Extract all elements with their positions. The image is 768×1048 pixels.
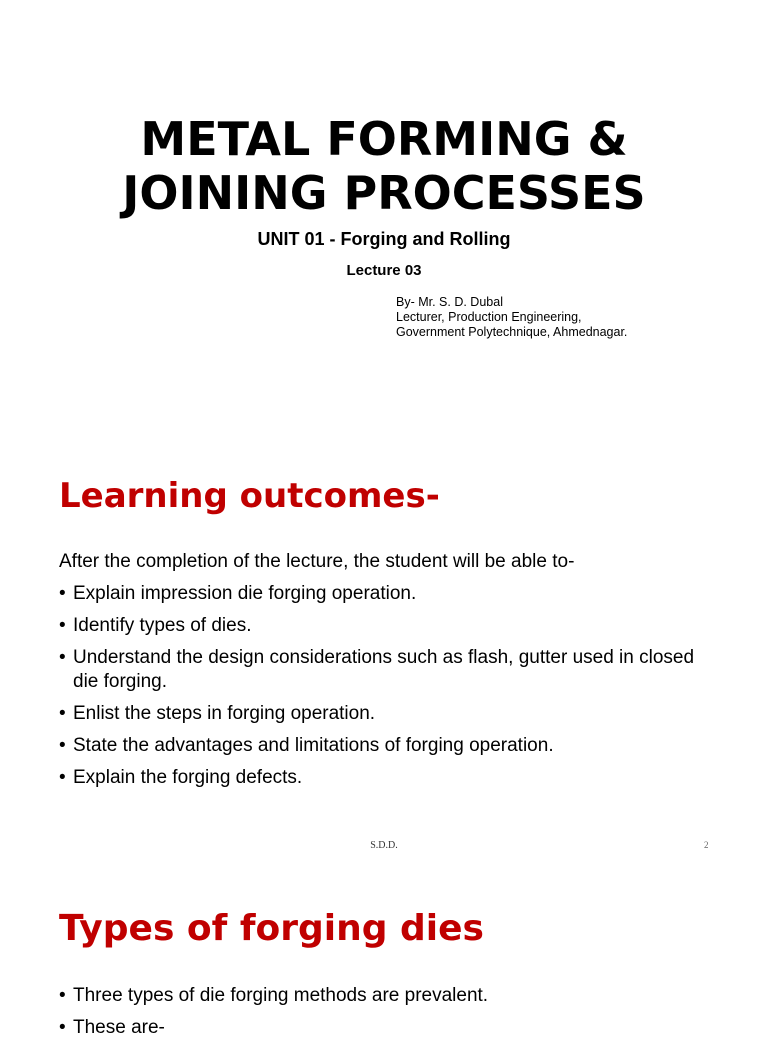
- list-item: • Explain the forging defects.: [59, 766, 709, 790]
- lecture-number: Lecture 03: [346, 262, 422, 279]
- intro-text: After the completion of the lecture, the student will be able to-: [59, 551, 575, 572]
- author-name: By- Mr. S. D. Dubal: [396, 295, 503, 309]
- author-institution: Government Polytechnique, Ahmednagar.: [396, 325, 628, 339]
- title-line-1: METAL FORMING &: [140, 112, 628, 166]
- author-position: Lecturer, Production Engineering,: [396, 310, 582, 324]
- author-block: [396, 295, 627, 340]
- title-line-2: JOINING PROCESSES: [122, 166, 646, 220]
- list-item: • Explain impression die forging operation.: [59, 582, 709, 606]
- page-number: 2: [704, 840, 709, 850]
- list-item: • These are-: [59, 1016, 709, 1040]
- list-item: • Understand the design considerations such as flash, gutter used in closed die forging.: [59, 646, 709, 694]
- dies-list: [59, 984, 709, 1048]
- title-slide: [0, 0, 768, 440]
- presentation-title: [0, 112, 768, 220]
- list-item: • Enlist the steps in forging operation.: [59, 702, 709, 726]
- list-item: • State the advantages and limitations of forging operation.: [59, 734, 709, 758]
- learning-outcomes-slide: [0, 440, 768, 870]
- slide-heading: Learning outcomes-: [59, 476, 440, 516]
- unit-subtitle: UNIT 01 - Forging and Rolling: [257, 229, 511, 249]
- outcomes-list: [59, 582, 709, 798]
- slide-heading: Types of forging dies: [59, 908, 484, 949]
- forging-dies-slide: [0, 870, 768, 1038]
- slide-footer: S.D.D.: [370, 840, 398, 851]
- list-item: • Three types of die forging methods are prevalent.: [59, 984, 709, 1008]
- list-item: • Identify types of dies.: [59, 614, 709, 638]
